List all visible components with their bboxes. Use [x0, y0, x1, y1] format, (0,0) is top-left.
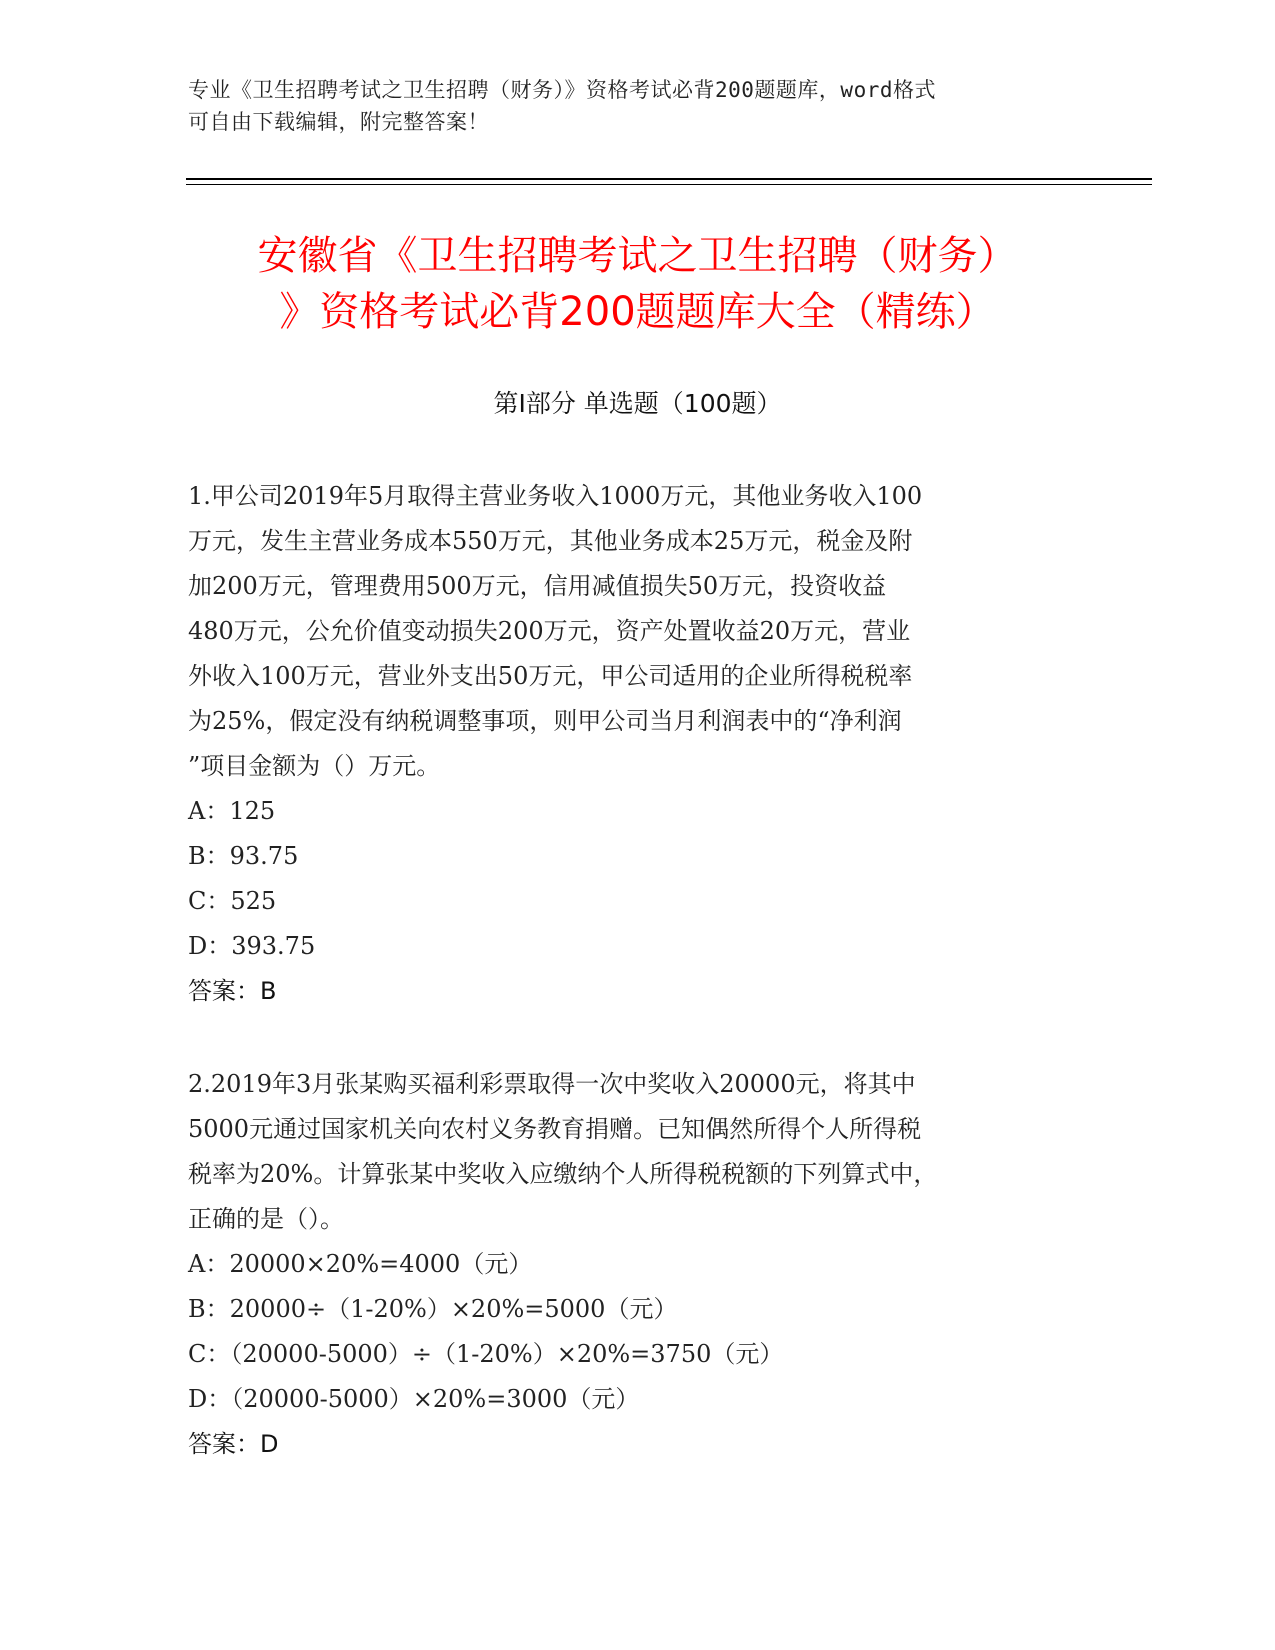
- question: [188, 474, 1088, 1014]
- section-title: 第Ⅰ部分 单选题（100题）: [493, 389, 782, 418]
- header-divider: [186, 184, 1152, 185]
- question-stem-line: 加200万元，管理费用500万元，信用减值损失50万元，投资收益: [188, 572, 887, 600]
- header-divider: [186, 178, 1152, 180]
- option-b: B：93.75: [188, 842, 299, 870]
- question-stem-line: 正确的是（）。: [188, 1205, 344, 1233]
- option-d: D：393.75: [188, 932, 316, 960]
- header-note-line: 专业《卫生招聘考试之卫生招聘（财务）》资格考试必背200题题库，word格式: [188, 78, 936, 102]
- option-d: D：（20000-5000）×20%=3000（元）: [188, 1385, 640, 1413]
- option-a: A：20000×20%=4000（元）: [188, 1250, 533, 1278]
- document-title: [150, 228, 1125, 340]
- question-stem-line: ”项目金额为（）万元。: [188, 752, 441, 780]
- question-stem-line: 480万元，公允价值变动损失200万元，资产处置收益20万元，营业: [188, 617, 911, 645]
- question-stem: [188, 1062, 1088, 1242]
- question-stem-line: 1.甲公司2019年5月取得主营业务收入1000万元，其他业务收入100: [188, 482, 923, 510]
- question-stem-line: 外收入100万元，营业外支出50万元，甲公司适用的企业所得税税率: [188, 662, 913, 690]
- option-a: A：125: [188, 797, 276, 825]
- question-stem-line: 为25%，假定没有纳税调整事项，则甲公司当月利润表中的“净利润: [188, 707, 902, 735]
- document-title-line: 安徽省《卫生招聘考试之卫生招聘（财务）: [257, 233, 1018, 279]
- header-note-line: 可自由下载编辑，附完整答案！: [188, 110, 489, 134]
- answer: 答案：D: [188, 1430, 279, 1458]
- option-c: C：（20000-5000）÷（1-20%）×20%=3750（元）: [188, 1340, 784, 1368]
- header-note: [188, 74, 1088, 138]
- question-stem-line: 税率为20%。计算张某中奖收入应缴纳个人所得税税额的下列算式中，: [188, 1160, 938, 1188]
- question-stem: [188, 474, 1088, 789]
- option-c: C：525: [188, 887, 277, 915]
- document-title-line: 》资格考试必背200题题库大全（精练）: [279, 289, 996, 335]
- question-stem-line: 万元，发生主营业务成本550万元，其他业务成本25万元，税金及附: [188, 527, 913, 555]
- question: [188, 1062, 1088, 1467]
- option-b: B：20000÷（1-20%）×20%=5000（元）: [188, 1295, 678, 1323]
- answer: 答案：B: [188, 977, 277, 1005]
- question-stem-line: 2.2019年3月张某购买福利彩票取得一次中奖收入20000元，将其中: [188, 1070, 916, 1098]
- question-stem-line: 5000元通过国家机关向农村义务教育捐赠。已知偶然所得个人所得税: [188, 1115, 922, 1143]
